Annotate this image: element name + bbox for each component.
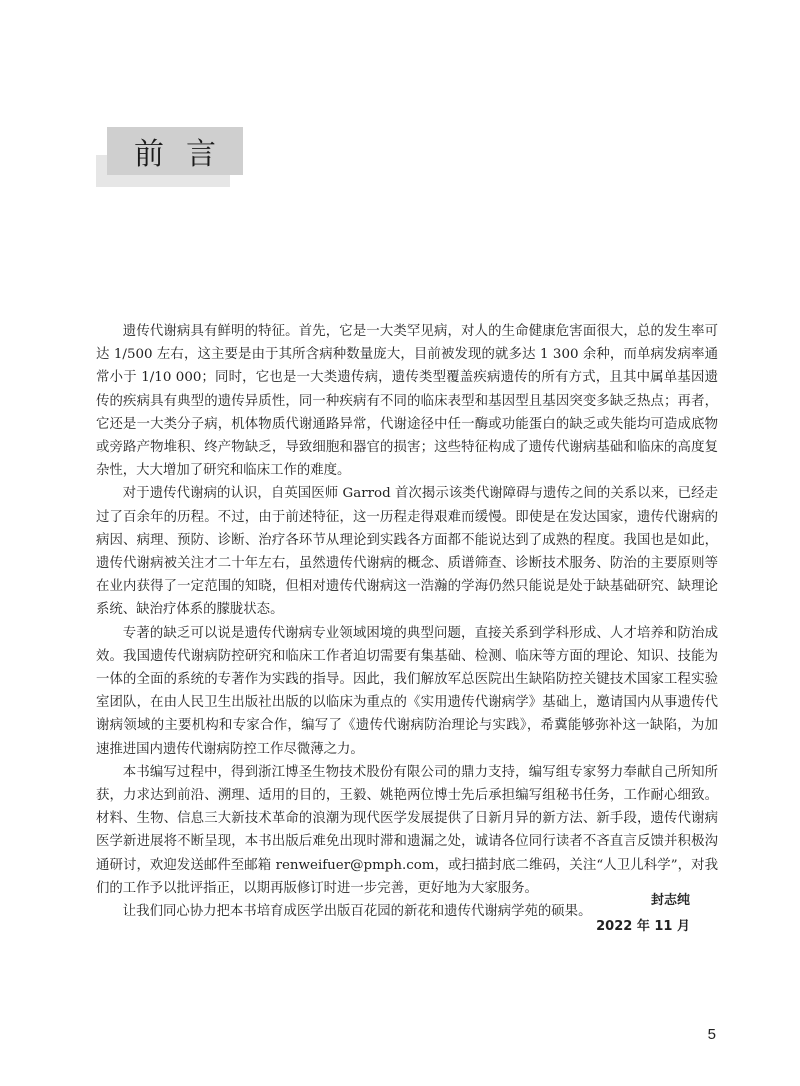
author-name: 封志纯 — [650, 893, 690, 908]
signature-date: 2022 年 11 月 — [596, 919, 690, 934]
signature-block — [596, 888, 690, 940]
title-box — [107, 127, 243, 175]
paragraph-5: 让我们同心协力把本书培育成医学出版百花园的新花和遗传代谢病学苑的硕果。 — [122, 904, 592, 920]
paragraph-3: 专著的缺乏可以说是遗传代谢病专业领域困境的典型问题，直接关系到学科形成、人才培养和防治成效。我国遗传代谢病防控研究和临床工作者迫切需要有集基础、检测、临床等方面的理论、知识、技能为一体的全面的系统的专著作为实践的指导。因此，我们解放军总医院出生缺陷防控关键技术国家工程实验室团队，在由人民卫生出版社出版的以临床为重点的《实用遗传代谢病学》基础上，邀请国内从事遗传代谢病领域的主要机构和专家合作，编写了《遗传代谢病防治理论与实践》，希冀能够弥补这一缺陷，为加速推进国内遗传代谢病防控工作尽微薄之力。 — [96, 625, 718, 757]
page-title: 前言 — [134, 137, 238, 172]
paragraph-4: 本书编写过程中，得到浙江博圣生物技术股份有限公司的鼎力支持，编写组专家努力奉献自己所知所获，力求达到前沿、溯理、适用的目的，王毅、姚艳两位博士先后承担编写组秘书任务，工作耐心细致。材料、生物、信息三大新技术革命的浪潮为现代医学发展提供了日新月异的新方法、新手段，遗传代谢病医学新进展将不断呈现，本书出版后难免出现时滞和遗漏之处，诚请各位同行读者不吝直言反馈并积极沟通研讨，欢迎发送邮件至邮箱 renweifuer@pmph.com，或扫描封底二维码，关注“人卫儿科学”，对我们的工作予以批评指正，以期再版修订时进一步完善，更好地为大家服务。 — [96, 764, 718, 896]
page-number: 5 — [707, 1026, 716, 1043]
paragraph-1: 遗传代谢病具有鲜明的特征。首先，它是一大类罕见病，对人的生命健康危害面很大，总的发生率可达 1/500 左右，这主要是由于其所含病种数量庞大，目前被发现的就多达 1 300 余种，而单病发病率通常小于 1/10 000；同时，它也是一大类遗传病，遗传类型覆盖疾病遗传的所有方式，且其中属单基因遗传的疾病具有典型的遗传异质性，同一种疾病有不同的临床表型和基因型且基因突变多缺乏热点；再者，它还是一大类分子病，机体物质代谢通路异常，代谢途径中任一酶或功能蛋白的缺乏或失能均可造成底物或旁路产物堆积、终产物缺乏，导致细胞和器官的损害；这些特征构成了遗传代谢病基础和临床的高度复杂性，大大增加了研究和临床工作的难度。 — [96, 324, 718, 479]
preface-body — [96, 320, 718, 923]
paragraph-2: 对于遗传代谢病的认识，自英国医师 Garrod 首次揭示该类代谢障碍与遗传之间的关系以来，已经走过了百余年的历程。不过，由于前述特征，这一历程走得艰难而缓慢。即使是在发达国家，遗传代谢病的病因、病理、预防、诊断、治疗各环节从理论到实践各方面都不能说达到了成熟的程度。我国也是如此，遗传代谢病被关注才二十年左右，虽然遗传代谢病的概念、质谱筛查、诊断技术服务、防治的主要原则等在业内获得了一定范围的知晓，但相对遗传代谢病这一浩瀚的学海仍然只能说是处于缺基础研究、缺理论系统、缺治疗体系的朦胧状态。 — [96, 486, 718, 618]
